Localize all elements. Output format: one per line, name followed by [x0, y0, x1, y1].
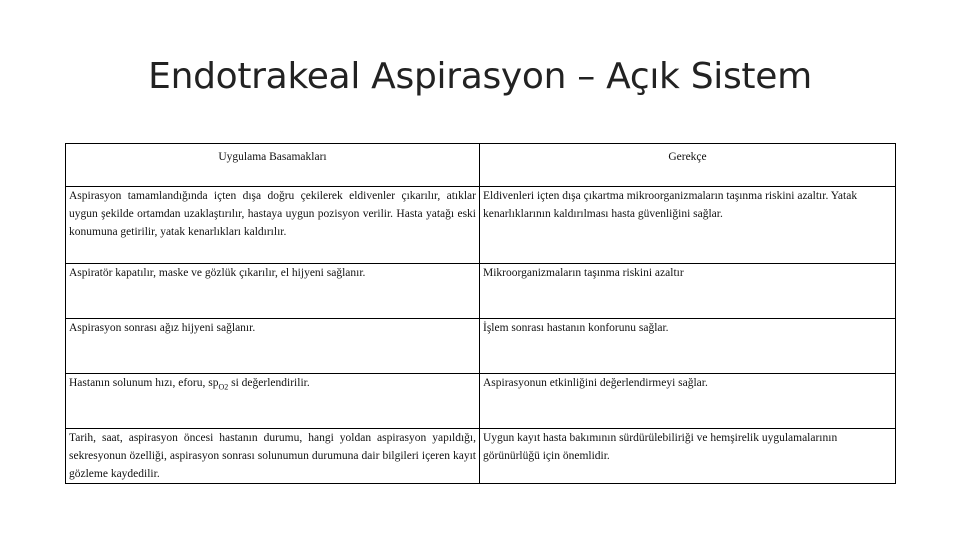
table-row — [66, 319, 896, 374]
reason-cell: Mikroorganizmaların taşınma riskini azaltır — [480, 264, 896, 319]
slide-title: Endotrakeal Aspirasyon – Açık Sistem — [148, 56, 812, 97]
table-row — [66, 429, 896, 484]
reason-cell: Uygun kayıt hasta bakımının sürdürülebiliriği ve hemşirelik uygulamalarının görünürlüğü için önemlidir. — [480, 429, 896, 484]
reason-cell: Eldivenleri içten dışa çıkartma mikroorganizmaların taşınma riskini azaltır. Yatak kenarlıklarının kaldırılması hasta güvenliğini sağlar. — [480, 187, 896, 264]
step-text-after: si değerlendirilir. — [228, 377, 310, 389]
header-steps: Uygulama Basamakları — [66, 144, 480, 187]
reason-cell: İşlem sonrası hastanın konforunu sağlar. — [480, 319, 896, 374]
procedure-table-container — [65, 143, 895, 484]
table-row — [66, 187, 896, 264]
procedure-table — [65, 143, 896, 484]
table-header-row — [66, 144, 896, 187]
reason-cell: Aspirasyonun etkinliğini değerlendirmeyi sağlar. — [480, 374, 896, 429]
step-cell: Aspiratör kapatılır, maske ve gözlük çıkarılır, el hijyeni sağlanır. — [66, 264, 480, 319]
step-text-before: Hastanın solunum hızı, eforu, sp — [69, 377, 219, 389]
step-subscript: O2 — [218, 382, 229, 392]
step-cell — [66, 374, 480, 429]
table-row — [66, 374, 896, 429]
step-cell: Aspirasyon tamamlandığında içten dışa doğru çekilerek eldivenler çıkarılır, atıklar uygun şekilde ortamdan uzaklaştırılır, hastaya uygun pozisyon verilir. Hasta yatağı eski konumuna getirilir, yatak kenarlıkları kaldırılır. — [66, 187, 480, 264]
step-cell: Aspirasyon sonrası ağız hijyeni sağlanır. — [66, 319, 480, 374]
step-cell: Tarih, saat, aspirasyon öncesi hastanın durumu, hangi yoldan aspirasyon yapıldığı, sekresyonun özelliği, aspirasyon sonrası solunumun durumuna dair bilgileri içeren kayıt gözleme kaydedilir. — [66, 429, 480, 484]
table-row — [66, 264, 896, 319]
header-rationale: Gerekçe — [480, 144, 896, 187]
